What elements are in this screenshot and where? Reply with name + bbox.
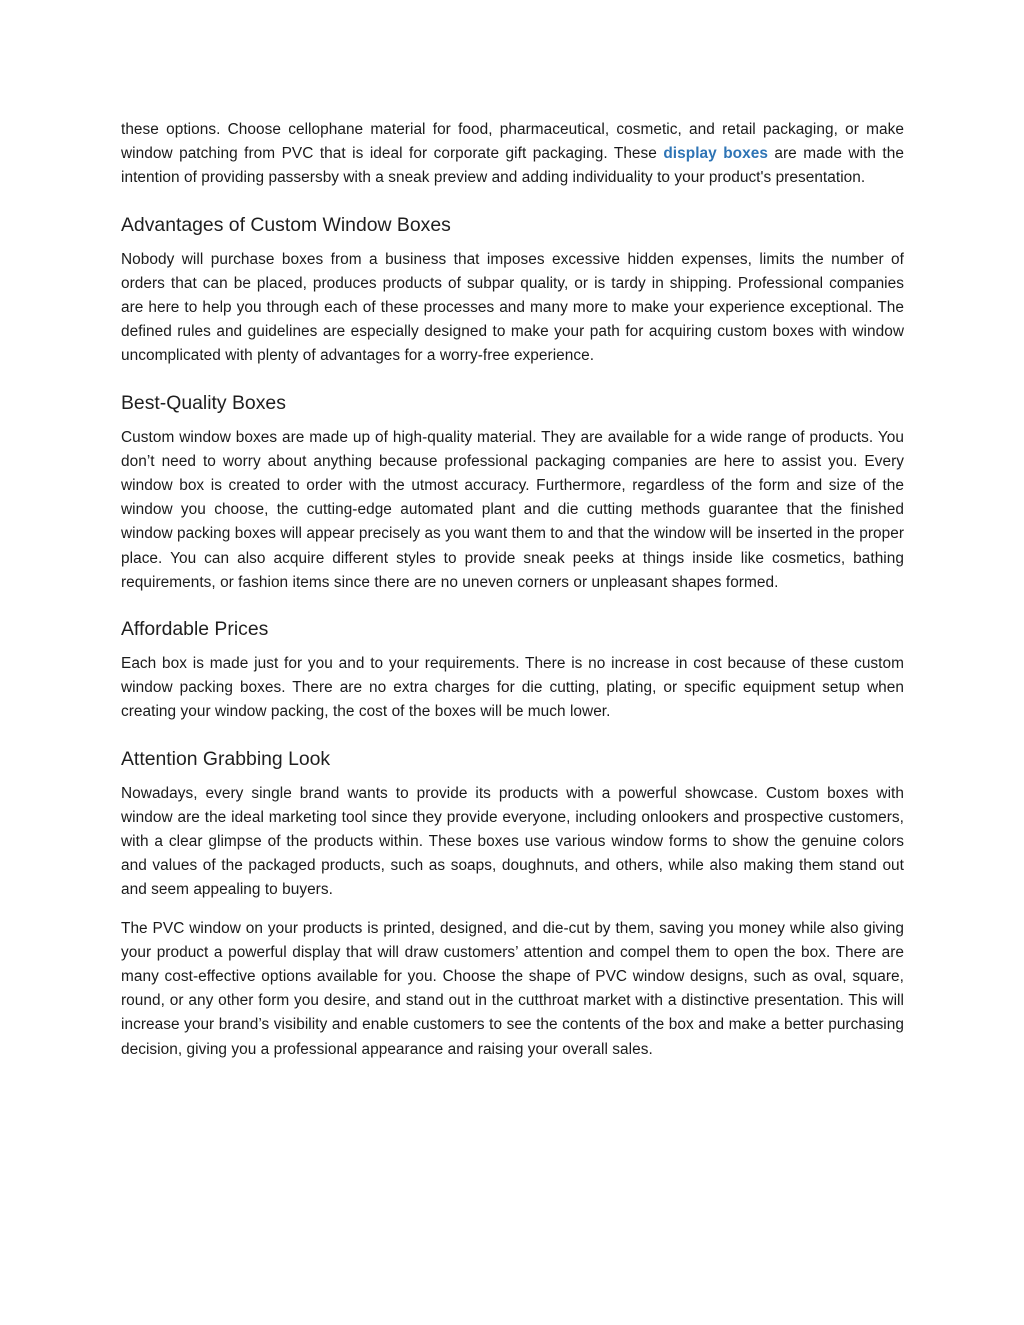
affordable-prices-paragraph: Each box is made just for you and to your requirements. There is no increase in cost because of these custom window packing boxes. There are no extra charges for die cutting, plating, or specific equipment setup when creating your window packing, the cost of the boxes will be much lower. <box>121 655 904 721</box>
section-heading-best-quality: Best-Quality Boxes <box>121 391 286 414</box>
display-boxes-link[interactable]: display boxes <box>663 145 768 163</box>
advantages-paragraph: Nobody will purchase boxes from a business that imposes excessive hidden expenses, limits the number of orders that can be placed, produces products of subpar quality, or is tardy in shipping. Professional companies are here to help you through each of these processes and many more to make your experience exceptional. The defined rules and guidelines are especially designed to make your path for acquiring custom boxes with window uncomplicated with plenty of advantages for a worry-free experience. <box>121 250 904 365</box>
intro-text-before-link: these options. Choose cellophane material for food, pharmaceutical, cosmetic, and retail packaging, or make window patching from PVC that is ideal for corporate gift packaging. These <box>121 121 904 163</box>
document-page <box>121 118 904 1076</box>
section-heading-attention-grabbing: Attention Grabbing Look <box>121 747 331 770</box>
attention-grabbing-paragraph-1: Nowadays, every single brand wants to provide its products with a powerful showcase. Custom boxes with window are the ideal marketing tool since they provide everyone, including onlookers and prospective customers, with a clear glimpse of the products within. These boxes use various window forms to show the genuine colors and values of the packaged products, such as soaps, doughnuts, and others, while also making them stand out and seem appealing to buyers. <box>121 784 904 899</box>
intro-text-after-link: are made with the intention of providing passersby with a sneak preview and adding individuality to your product's presentation. <box>121 145 904 187</box>
best-quality-paragraph: Custom window boxes are made up of high-quality material. They are available for a wide range of products. You don’t need to worry about anything because professional packaging companies are here to assist you. Every window box is created to order with the utmost accuracy. Furthermore, regardless of the form and size of the window you choose, the cutting-edge automated plant and die cutting methods guarantee that the finished window packing boxes will appear precisely as you want them to and that the window will be inserted in the proper place. You can also acquire different styles to provide sneak peeks at things inside like cosmetics, bathing requirements, or fashion items since there are no uneven corners or unpleasant shapes formed. <box>121 428 904 591</box>
intro-paragraph <box>121 118 904 191</box>
attention-grabbing-paragraph-2: The PVC window on your products is printed, designed, and die-cut by them, saving you money while also giving your product a powerful display that will draw customers’ attention and compel them to open the box. There are many cost-effective options available for you. Choose the shape of PVC window designs, such as oval, square, round, or any other form you desire, and stand out in the cutthroat market with a distinctive presentation. This will increase your brand’s visibility and enable customers to see the contents of the box and make a better purchasing decision, giving you a professional appearance and raising your overall sales. <box>121 919 904 1058</box>
section-heading-advantages: Advantages of Custom Window Boxes <box>121 213 451 236</box>
section-heading-affordable-prices: Affordable Prices <box>121 618 269 641</box>
